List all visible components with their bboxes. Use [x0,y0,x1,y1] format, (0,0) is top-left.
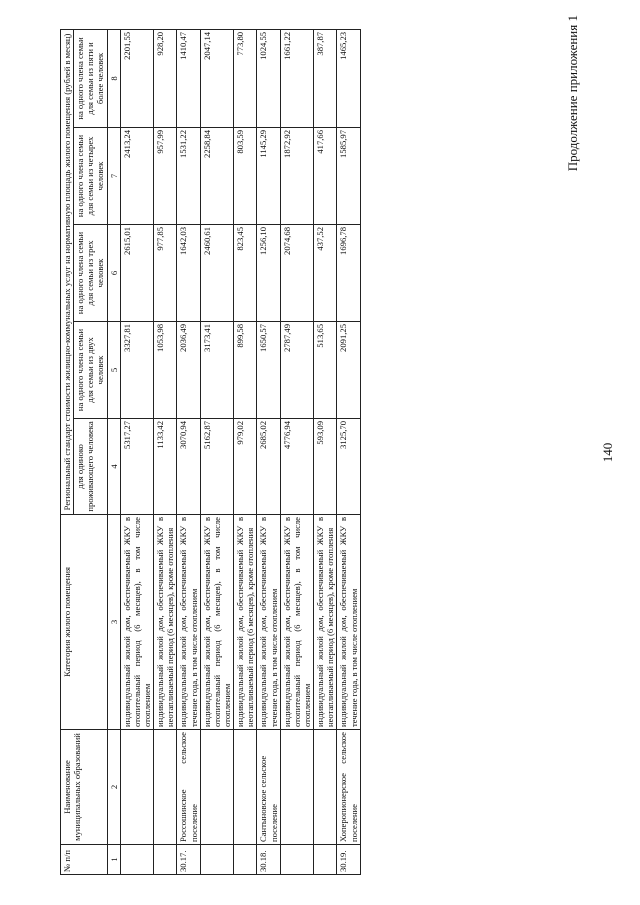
row-category: индивидуальный жилой дом, обеспечиваемый ЖКУ в неотапливаемый период (6 месяцев), кроме отопления [314,515,337,730]
row-municipality [200,730,233,845]
row-value-c5: 513,65 [314,322,337,419]
row-number: 30.19. [337,845,360,875]
header-col-5: на одного члена семьи для семьи из двух человек [74,322,107,419]
row-number [120,845,153,875]
index-cell: 3 [107,515,120,730]
row-value-c8: 387,87 [314,29,337,127]
row-value-c8: 928,20 [154,29,177,127]
row-number: 30.17. [177,845,200,875]
row-category: индивидуальный жилой дом, обеспечиваемый ЖКУ в неотапливаемый период (6 месяцев), кроме отопления [154,515,177,730]
table-row [177,29,200,874]
row-value-c6: 1696,78 [337,225,360,322]
header-row-1 [61,29,74,874]
row-value-c7: 1531,22 [177,128,200,225]
row-value-c4: 2685,02 [257,419,280,515]
row-value-c7: 803,59 [234,128,257,225]
row-value-c6: 2074,68 [280,225,313,322]
row-value-c8: 2201,55 [120,29,153,127]
row-value-c5: 3327,81 [120,322,153,419]
row-value-c8: 773,80 [234,29,257,127]
table-row [234,29,257,874]
header-col-4: для одиноко проживающего человека [74,419,107,515]
row-value-c4: 1133,42 [154,419,177,515]
row-value-c6: 2460,61 [200,225,233,322]
row-value-c6: 977,85 [154,225,177,322]
header-category: Категория жилого помещения [61,515,108,730]
row-municipality [314,730,337,845]
index-cell: 6 [107,225,120,322]
row-category: индивидуальный жилой дом, обеспечиваемый ЖКУ в отопительный период (6 месяцев), в том числе отоплением [280,515,313,730]
row-value-c5: 2091,25 [337,322,360,419]
row-municipality: Сантыновское сельское поселение [257,730,280,845]
table-row [257,29,280,874]
row-value-c4: 3125,70 [337,419,360,515]
column-index-row [107,29,120,874]
page-number: 140 [600,442,615,463]
row-value-c7: 1872,92 [280,128,313,225]
row-value-c5: 2787,49 [280,322,313,419]
table-row [154,29,177,874]
row-value-c4: 5162,87 [200,419,233,515]
row-number: 30.18. [257,845,280,875]
row-value-c7: 2413,24 [120,128,153,225]
row-value-c5: 899,58 [234,322,257,419]
row-number [314,845,337,875]
row-value-c4: 4776,94 [280,419,313,515]
row-value-c5: 3173,41 [200,322,233,419]
row-municipality: Россошинское сельское поселение [177,730,200,845]
row-value-c6: 437,52 [314,225,337,322]
row-municipality [280,730,313,845]
row-value-c5: 2036,49 [177,322,200,419]
table-row [200,29,233,874]
row-number [154,845,177,875]
row-value-c6: 1256,10 [257,225,280,322]
appendix-title: Продолжение приложения 1 [565,15,580,172]
index-cell: 2 [107,730,120,845]
header-col-7: на одного члена семьи для семьи из четырех человек [74,128,107,225]
table-row [280,29,313,874]
row-value-c4: 593,09 [314,419,337,515]
row-value-c5: 1053,98 [154,322,177,419]
row-value-c7: 957,99 [154,128,177,225]
row-value-c5: 1650,57 [257,322,280,419]
row-value-c7: 1145,29 [257,128,280,225]
row-category: индивидуальный жилой дом, обеспечиваемый ЖКУ в течение года, в том числе отоплением [337,515,360,730]
index-cell: 7 [107,128,120,225]
row-number [200,845,233,875]
row-value-c6: 823,45 [234,225,257,322]
index-cell: 5 [107,322,120,419]
header-municipality: Наименование муниципальных образований [61,730,108,845]
header-num: № п/п [61,845,108,875]
row-number [280,845,313,875]
index-cell: 8 [107,29,120,127]
header-standard: Региональный стандарт стоимости жилищно-коммунальных услуг на нормативную площадь жилого помещения (рублей в месяц) [61,29,74,514]
index-cell: 4 [107,419,120,515]
table-row [314,29,337,874]
row-value-c8: 2047,14 [200,29,233,127]
row-value-c6: 1642,03 [177,225,200,322]
index-cell: 1 [107,845,120,875]
row-value-c7: 1585,97 [337,128,360,225]
row-value-c8: 1465,23 [337,29,360,127]
row-category: индивидуальный жилой дом, обеспечиваемый ЖКУ в течение года, в том числе отоплением [257,515,280,730]
row-value-c8: 1024,55 [257,29,280,127]
table-row [120,29,153,874]
row-number [234,845,257,875]
row-category: индивидуальный жилой дом, обеспечиваемый ЖКУ в отопительный период (6 месяцев), в том числе отоплением [120,515,153,730]
row-value-c8: 1410,47 [177,29,200,127]
row-category: индивидуальный жилой дом, обеспечиваемый ЖКУ в течение года, в том числе отоплением [177,515,200,730]
header-col-8: на одного члена семьи для семьи из пяти и более человек [74,29,107,127]
table-row [337,29,360,874]
row-value-c7: 417,66 [314,128,337,225]
row-value-c4: 3070,94 [177,419,200,515]
row-municipality [154,730,177,845]
row-value-c4: 979,02 [234,419,257,515]
row-category: индивидуальный жилой дом, обеспечиваемый ЖКУ в неотапливаемый период (6 месяцев), кроме отопления [234,515,257,730]
row-value-c7: 2258,84 [200,128,233,225]
row-value-c8: 1661,22 [280,29,313,127]
row-municipality [120,730,153,845]
header-col-6: на одного члена семьи для семьи из трех человек [74,225,107,322]
row-value-c6: 2615,01 [120,225,153,322]
row-municipality: Хоперопионерское сельское поселение [337,730,360,845]
row-category: индивидуальный жилой дом, обеспечиваемый ЖКУ в отопительный период (6 месяцев), в том числе отоплением [200,515,233,730]
cost-standard-table [60,29,361,875]
row-value-c4: 5317,27 [120,419,153,515]
row-municipality [234,730,257,845]
